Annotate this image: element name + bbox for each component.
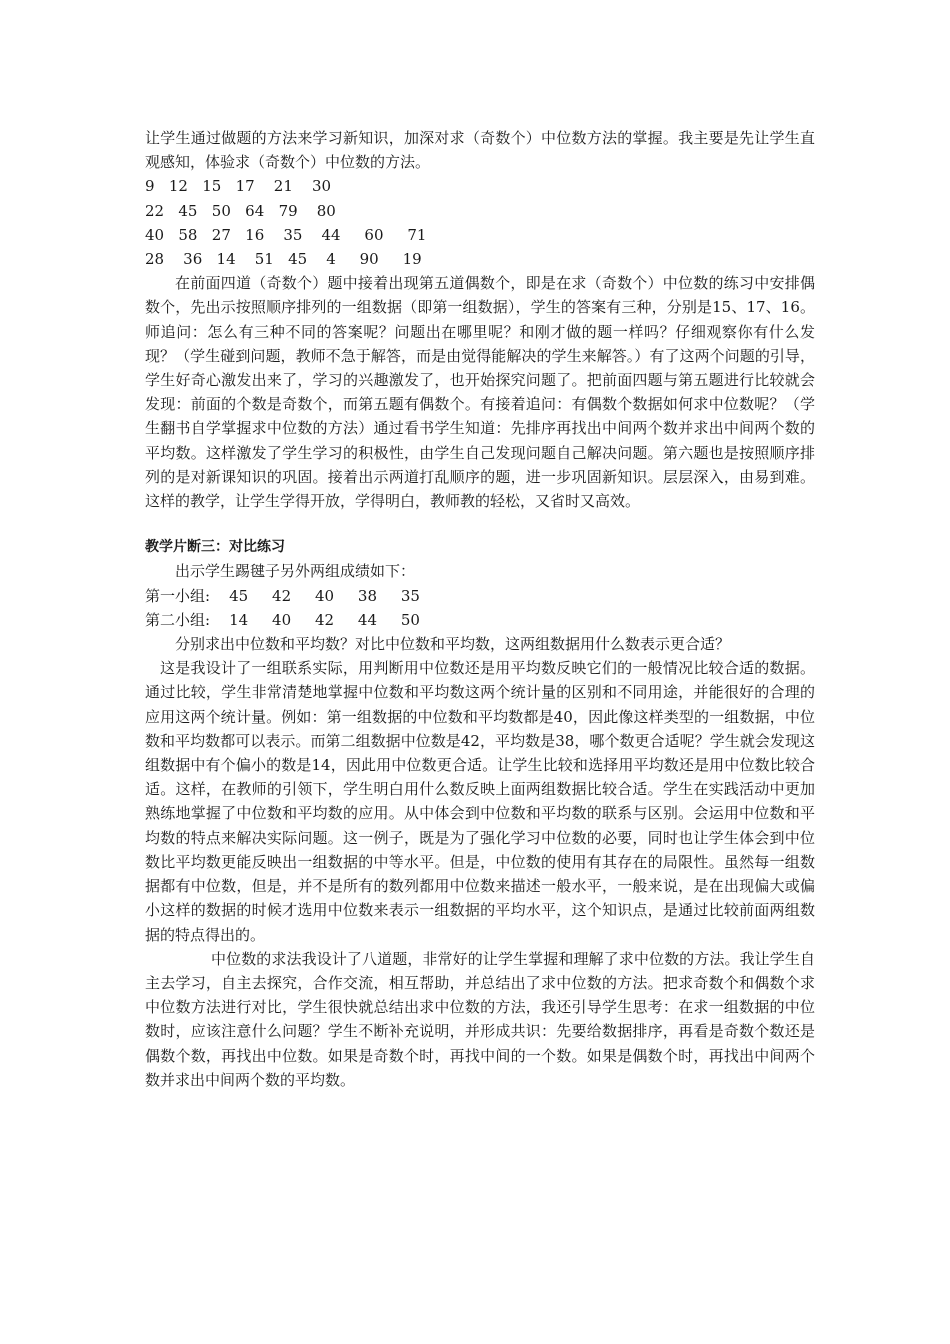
section3-heading: 教学片断三：对比练习 xyxy=(145,539,285,556)
data-row-4: 28 36 14 51 45 4 90 19 xyxy=(145,250,422,269)
document-page xyxy=(145,126,815,1092)
data-row-1: 9 12 15 17 21 30 xyxy=(145,177,332,196)
intro-paragraph: 让学生通过做题的方法来学习新知识，加深对求（奇数个）中位数方法的掌握。我主要是先让学生直观感知，体验求（奇数个）中位数的方法。 xyxy=(145,129,815,172)
compare-paragraph: 这是我设计了一组联系实际，用判断用中位数还是用平均数反映它们的一般情况比较合适的数据。通过比较，学生非常清楚地掌握中位数和平均数这两个统计量的区别和不同用途，并能很好的合理的应用这两个统计量。例如：第一组数据的中位数和平均数都是40，因此像这样类型的一组数据，中位数和平均数都可以表示。而第二组数据中位数是42，平均数是38，哪个数更合适呢？学生就会发现这组数据中有个偏小的数是14，因此用中位数更合适。让学生比较和选择用平均数还是用中位数比较合适。这样，在教师的引领下，学生明白用什么数反映上面两组数据比较合适。学生在实践活动中更加熟练地掌握了中位数和平均数的应用。从中体会到中位数和平均数的联系与区别。会运用中位数和平均数的特点来解决实际问题。这一例子，既是为了强化学习中位数的必要，同时也让学生体会到中位数比平均数更能反映出一组数据的中等水平。但是，中位数的使用有其存在的局限性。虽然每一组数据都有中位数，但是，并不是所有的数列都用中位数来描述一般水平，一般来说，是在出现偏大或偏小这样的数据的时候才选用中位数来表示一组数据的平均水平，这个知识点，是通过比较前面两组数据的特点得出的。 xyxy=(145,659,815,944)
group-row-1: 第一小组: 45 42 40 38 35 xyxy=(145,586,420,605)
section3-intro: 出示学生踢毽子另外两组成绩如下： xyxy=(175,562,416,581)
data-row-3: 40 58 27 16 35 44 60 71 xyxy=(145,225,427,244)
section-gap xyxy=(145,513,815,535)
group-row-2: 第二小组: 14 40 42 44 50 xyxy=(145,610,420,629)
data-row-2: 22 45 50 64 79 80 xyxy=(145,201,336,220)
even-count-paragraph: 在前面四道（奇数个）题中接着出现第五道偶数个，即是在求（奇数个）中位数的练习中安排偶数个，先出示按照顺序排列的一组数据（即第一组数据），学生的答案有三种，分别是15、17、16。师追问：怎么有三种不同的答案呢？问题出在哪里呢？和刚才做的题一样吗？仔细观察你有什么发现？（学生碰到问题，教师不急于解答，而是由觉得能解决的学生来解答。）有了这两个问题的引导，学生好奇心激发出来了，学习的兴趣激发了，也开始探究问题了。把前面四题与第五题进行比较就会发现：前面的个数是奇数个，而第五题有偶数个。有接着追问：有偶数个数据如何求中位数呢？（学生翻书自学掌握求中位数的方法）通过看书学生知道：先排序再找出中间两个数并求出中间两个数的平均数。这样激发了学生学习的积极性，由学生自己发现问题自己解决问题。第六题也是按照顺序排列的是对新课知识的巩固。接着出示两道打乱顺序的题，进一步巩固新知识。层层深入，由易到难。这样的教学，让学生学得开放，学得明白，教师教的轻松，又省时又高效。 xyxy=(145,274,815,511)
question-line: 分别求出中位数和平均数？对比中位数和平均数，这两组数据用什么数表示更合适？ xyxy=(175,635,731,654)
summary-paragraph: 中位数的求法我设计了八道题，非常好的让学生掌握和理解了求中位数的方法。我让学生自主去学习，自主去探究，合作交流，相互帮助，并总结出了求中位数的方法。把求奇数个和偶数个求中位数方法进行对比，学生很快就总结出求中位数的方法，我还引导学生思考：在求一组数据的中位数时，应该注意什么问题？学生不断补充说明，并形成共识：先要给数据排序，再看是奇数个数还是偶数个数，再找出中位数。如果是奇数个时，再找中间的一个数。如果是偶数个时，再找出中间两个数并求出中间两个数的平均数。 xyxy=(145,949,815,1089)
